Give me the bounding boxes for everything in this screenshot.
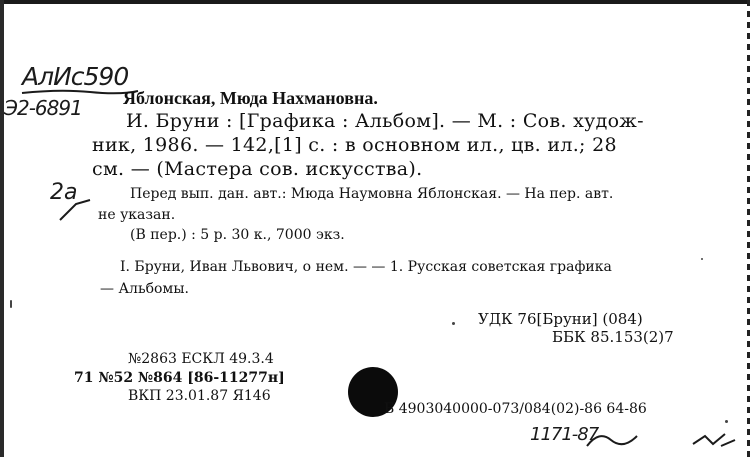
shelfmark-underline [20,88,140,96]
handwritten-accession: Э2-6891 [4,96,82,120]
scan-speck [10,300,12,308]
handwritten-shelfmark: АлИс590 [22,62,129,91]
udk-code: УДК 76[Бруни] (084) [478,310,643,328]
scan-speck [701,258,703,260]
scan-speck [452,322,455,325]
service-line-3: ВКП 23.01.87 Я146 [128,388,271,404]
handwritten-code: 2a [50,180,78,205]
scan-speck [725,420,728,423]
scan-top-edge [0,0,750,4]
scan-left-edge [0,0,4,457]
title-line-2: ник, 1986. — 142,[1] с. : в основном ил., цв. ил.; 28 [92,134,617,156]
index-line: Б 4903040000-073/084(02)-86 64-86 [384,401,647,417]
title-line-1: И. Бруни : [Графика : Альбом]. — М. : Сов. худож- [126,110,644,132]
check-mark-icon [56,198,96,224]
tracing-line-2: — Альбомы. [100,281,189,297]
bbk-code: ББК 85.153(2)7 [552,328,674,346]
bottom-scribble-icon [585,426,745,454]
note-line-1: Перед вып. дан. авт.: Мюда Наумовна Яблонская. — На пер. авт. [130,186,614,202]
handwritten-bottom-note: 1171-87 [530,424,599,445]
tracing-line-1: I. Бруни, Иван Львович, о нем. — — 1. Русская советская графика [120,259,612,275]
service-line-1: №2863 ЕСКЛ 49.3.4 [128,351,274,367]
service-line-2: 71 №52 №864 [86-11277н] [74,370,285,386]
note-line-2: не указан. [98,207,176,223]
author-heading: Яблонская, Мюда Нахмановна. [123,88,378,108]
note-line-3: (В пер.) : 5 р. 30 к., 7000 экз. [130,227,345,243]
title-line-3: см. — (Мастера сов. искусства). [92,158,423,180]
